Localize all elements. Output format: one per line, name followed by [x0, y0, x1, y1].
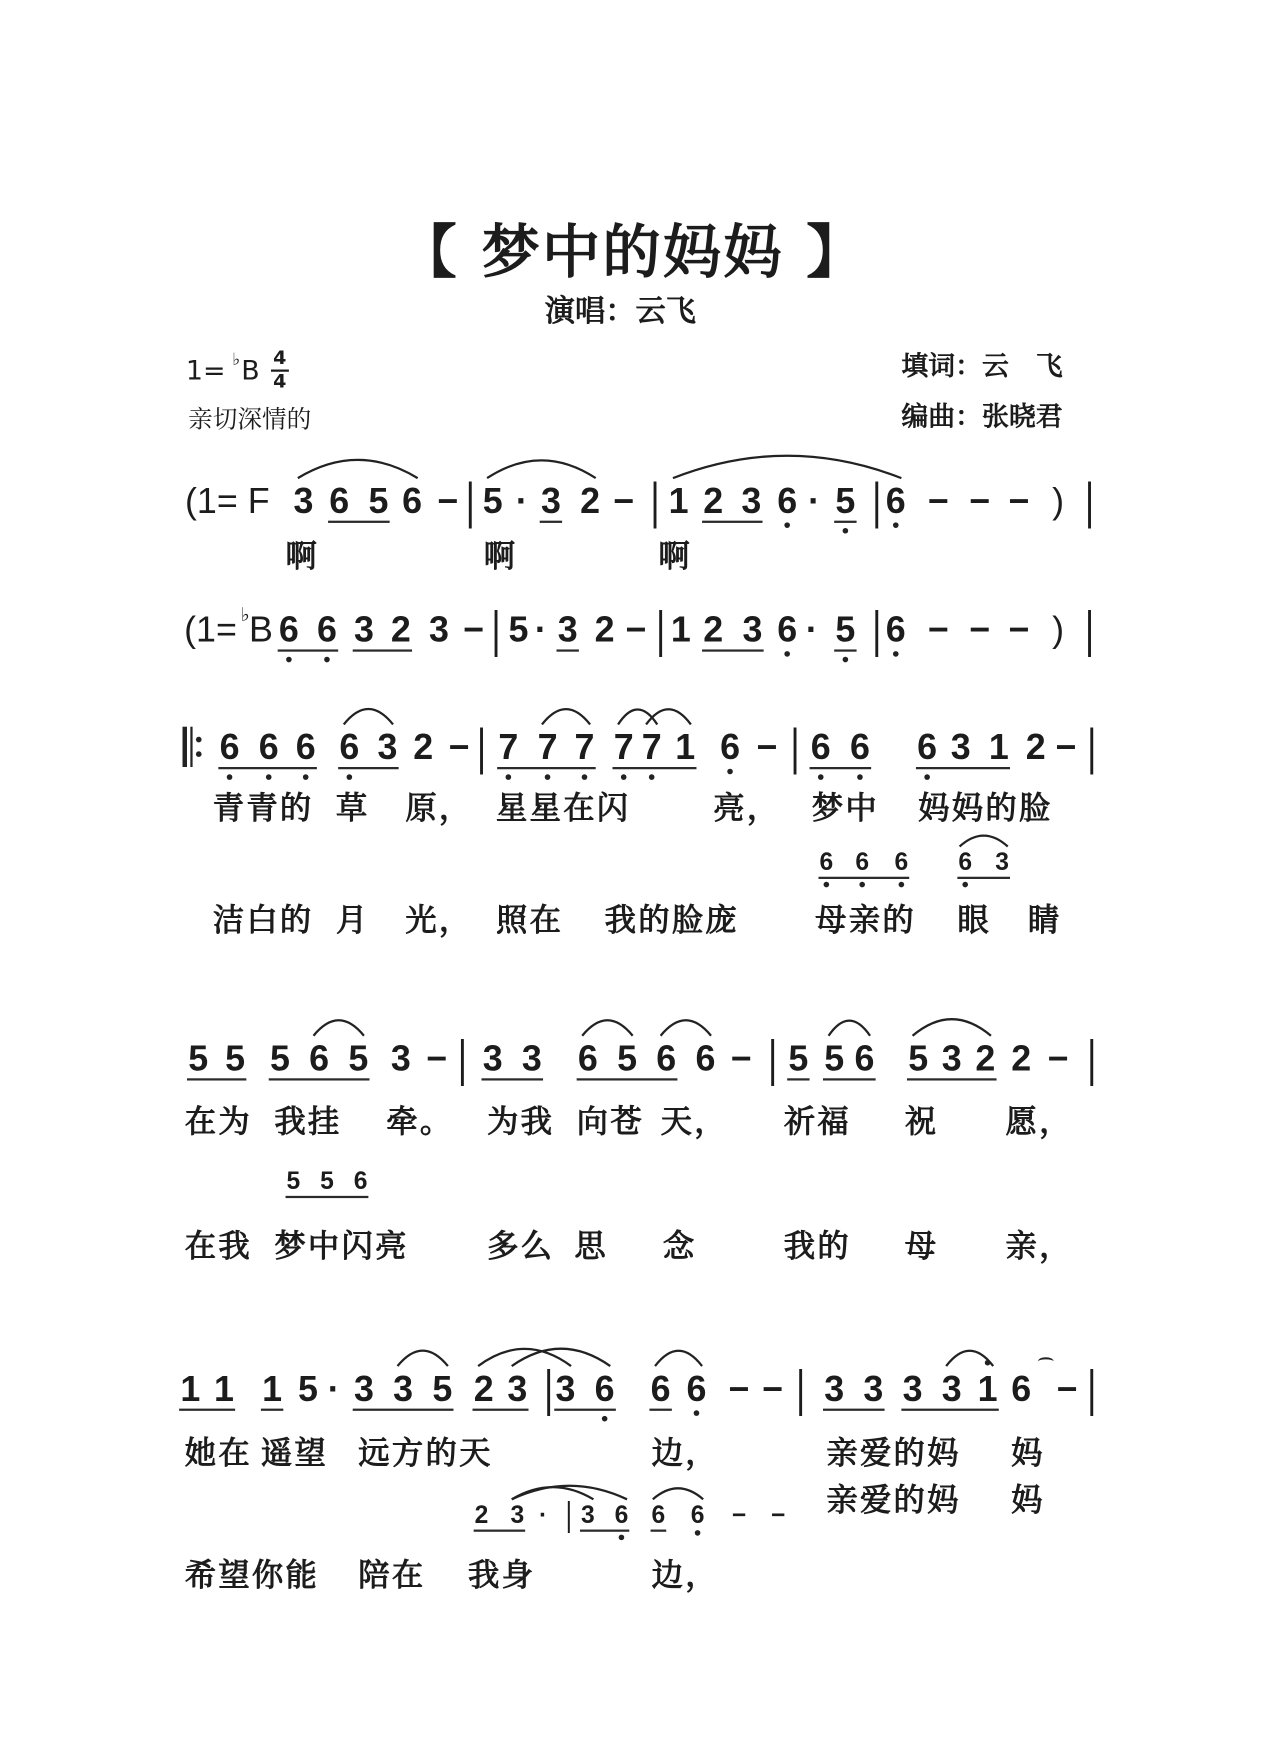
barline: | — [565, 1494, 573, 1534]
note: 6 — [339, 726, 360, 768]
octave-dot-below — [695, 1530, 701, 1536]
rhythm-underline — [269, 1078, 370, 1080]
dash: − — [756, 726, 778, 768]
rhythm-underline — [328, 521, 390, 523]
barline: | — [1087, 718, 1097, 776]
note: 3 — [428, 609, 449, 650]
note: 2 — [473, 1368, 494, 1409]
note: 3 — [293, 480, 314, 521]
octave-dot-below — [303, 774, 309, 780]
lyric-word: 光， — [405, 901, 473, 939]
flat-sign: ♭ — [232, 349, 241, 370]
barline: | — [1084, 472, 1095, 529]
dash: − — [426, 1037, 448, 1079]
note: 2 — [390, 609, 411, 650]
note: 5 — [432, 1368, 453, 1409]
lyric-word: 我身 — [468, 1556, 536, 1594]
slur — [344, 709, 393, 724]
lyric-word: 在我 — [184, 1227, 252, 1265]
barline: | — [1087, 1029, 1097, 1087]
note: 6 — [885, 480, 906, 521]
note: 3 — [555, 1368, 576, 1409]
note: 3 — [510, 1500, 525, 1529]
key-change-label: (1= — [184, 609, 237, 650]
rhythm-underline — [834, 649, 856, 651]
note: 3 — [482, 1037, 503, 1079]
note: 6 — [777, 609, 798, 650]
note: 2 — [1011, 1037, 1032, 1079]
note: 6 — [686, 1368, 707, 1409]
note: 6 — [651, 1500, 666, 1529]
key-change-label: (1= F — [184, 480, 270, 521]
note: 6 — [894, 847, 909, 876]
octave-dot-below — [899, 882, 905, 888]
octave-dot-below — [602, 1416, 608, 1422]
octave-dot-above — [985, 1360, 991, 1366]
note: 3 — [995, 847, 1010, 876]
note: 5 — [225, 1037, 246, 1079]
lyric-word: 愿， — [1005, 1102, 1073, 1140]
barline: | — [465, 472, 475, 529]
dash: − — [731, 1500, 747, 1529]
note: 3 — [353, 609, 374, 650]
slur — [655, 1351, 702, 1366]
octave-dot-below — [619, 1535, 625, 1541]
rhythm-underline — [612, 767, 696, 769]
note: 3 — [390, 1037, 411, 1079]
note: 3 — [941, 1037, 962, 1079]
rhythm-underline — [218, 767, 317, 769]
note: 5 — [788, 1037, 809, 1079]
note: 6 — [1011, 1368, 1032, 1409]
lyric-word: 草 — [335, 789, 370, 827]
slur — [673, 456, 901, 478]
octave-dot-below — [506, 774, 512, 780]
barline: | — [650, 472, 660, 529]
slur — [542, 709, 590, 724]
lyric-word: 边， — [651, 1556, 719, 1594]
lyric-word: 陪在 — [358, 1556, 426, 1594]
lyricist-credit: 填词：云 飞 — [901, 350, 1063, 382]
note: 6 — [849, 726, 870, 768]
lyric-word: 青青的 — [212, 789, 314, 827]
duration-dot: · — [534, 609, 547, 650]
lyric-word: 为我 — [487, 1102, 555, 1140]
closing-paren: ) — [1052, 480, 1065, 521]
note: 2 — [975, 1037, 996, 1079]
note: 6 — [656, 1037, 677, 1079]
lyric-word: 母亲的 — [815, 901, 916, 939]
lyric-word: 梦中闪亮 — [274, 1227, 409, 1265]
note: 3 — [742, 609, 763, 650]
octave-dot-below — [347, 774, 353, 780]
lyric-word: 我的 — [783, 1227, 852, 1265]
slur — [661, 1020, 711, 1035]
rhythm-underline — [810, 767, 872, 769]
slur — [512, 1349, 611, 1366]
dash: − — [730, 1037, 752, 1079]
barline: | — [491, 601, 501, 658]
note: 6 — [402, 480, 423, 521]
note: 5 — [835, 609, 856, 650]
duration-dot: · — [538, 1500, 548, 1529]
slur — [960, 836, 1008, 847]
note: 2 — [703, 480, 724, 521]
note: 1 — [988, 726, 1009, 768]
lyric-word: 亮， — [713, 789, 781, 827]
octave-dot-below — [843, 528, 849, 534]
note: 7 — [537, 726, 558, 768]
rhythm-underline — [187, 1078, 246, 1080]
rhythm-underline — [649, 1409, 671, 1411]
note: 5 — [508, 609, 529, 650]
dash: − — [463, 609, 485, 650]
lyric-word: 啊 — [285, 537, 320, 575]
note: 6 — [885, 609, 906, 650]
barline: | — [655, 601, 666, 658]
rhythm-underline — [957, 877, 1010, 879]
lyric-word: 在为 — [184, 1102, 252, 1140]
rhythm-underline — [474, 1530, 526, 1532]
lyric-word: 念 — [662, 1227, 697, 1265]
note: 6 — [854, 1037, 875, 1079]
rhythm-underline — [353, 649, 412, 651]
octave-dot-below — [621, 774, 627, 780]
lyric-word: 遥望 — [260, 1434, 329, 1472]
rhythm-underline — [497, 767, 596, 769]
note: 5 — [297, 1368, 318, 1409]
octave-dot-below — [784, 522, 790, 528]
dash: − — [1056, 1368, 1078, 1409]
rhythm-underline — [554, 1409, 616, 1411]
note: 1 — [668, 480, 689, 521]
lyric-word: 远方的天 — [358, 1434, 493, 1472]
note: 7 — [498, 726, 519, 768]
octave-dot-below — [227, 774, 233, 780]
repeat-start-icon — [183, 727, 203, 767]
rhythm-underline — [353, 1409, 454, 1411]
note: 6 — [958, 847, 973, 876]
note: 3 — [377, 726, 398, 768]
note: 6 — [819, 847, 834, 876]
note: 3 — [902, 1368, 923, 1409]
rhythm-underline — [261, 1409, 283, 1411]
rhythm-underline — [651, 1530, 667, 1532]
rhythm-underline — [179, 1409, 235, 1411]
note: 5 — [286, 1166, 301, 1195]
note: 6 — [353, 1166, 368, 1195]
note: 6 — [810, 726, 831, 768]
dash: − — [448, 726, 470, 768]
octave-dot-below — [893, 522, 899, 528]
octave-dot-below — [694, 1410, 700, 1416]
note: 1 — [180, 1368, 201, 1409]
key-prefix: 1= — [185, 354, 226, 387]
octave-dot-below — [843, 657, 849, 663]
note: 2 — [474, 1500, 489, 1529]
slur — [646, 709, 691, 724]
note: 5 — [482, 480, 503, 521]
note: 6 — [577, 1037, 598, 1079]
note: 3 — [521, 1037, 542, 1079]
note: 2 — [580, 480, 601, 521]
dash: − — [613, 480, 635, 521]
lyric-word: 亲， — [1005, 1227, 1073, 1265]
closing-paren: ) — [1052, 609, 1065, 650]
note: 1 — [213, 1368, 234, 1409]
expression-mark: 亲切深情的 — [188, 406, 312, 435]
slur — [487, 460, 596, 478]
octave-dot-below — [286, 657, 292, 663]
octave-dot-below — [324, 657, 330, 663]
lyric-word: 啊 — [658, 537, 693, 575]
note: 3 — [741, 480, 762, 521]
lyric-word: 妈妈的脸 — [918, 789, 1053, 827]
flat-sign: ♭ — [240, 604, 250, 626]
octave-dot-below — [962, 882, 968, 888]
dash: − — [1008, 480, 1030, 521]
octave-dot-below — [545, 774, 551, 780]
octave-dot-below — [924, 774, 930, 780]
note: 1 — [670, 609, 691, 650]
rhythm-underline — [823, 1409, 885, 1411]
note: 6 — [777, 480, 798, 521]
slur — [582, 1020, 632, 1035]
note: 6 — [720, 726, 741, 768]
duration-dot: · — [808, 480, 821, 521]
rhythm-underline — [278, 649, 338, 651]
note: 3 — [824, 1368, 845, 1409]
lyric-word: 妈 — [1011, 1434, 1045, 1472]
rhythm-underline — [702, 521, 762, 523]
rhythm-underline — [907, 1078, 997, 1080]
note: 2 — [413, 726, 434, 768]
note: 6 — [695, 1037, 716, 1079]
lyric-word: 月 — [335, 901, 370, 939]
lyric-word: 向苍 — [576, 1102, 644, 1140]
note: 3 — [507, 1368, 528, 1409]
lyric-word: 牵。 — [386, 1102, 454, 1140]
barline: | — [1087, 1360, 1097, 1417]
note: 3 — [863, 1368, 884, 1409]
note: 6 — [594, 1368, 615, 1409]
note: 6 — [690, 1500, 705, 1529]
note: 7 — [613, 726, 634, 768]
barline: | — [476, 718, 487, 776]
note: 5 — [269, 1037, 290, 1079]
note: 6 — [258, 726, 279, 768]
note: 2 — [1025, 726, 1046, 768]
note: 6 — [316, 609, 337, 650]
note: 5 — [617, 1037, 638, 1079]
lyric-word: 洁白的 — [212, 901, 314, 939]
lyric-word: 眼 — [957, 901, 991, 939]
lyric-word: 照在 — [496, 901, 564, 939]
lyric-word: 啊 — [483, 537, 518, 575]
dash: − — [437, 480, 459, 521]
duration-dot: · — [805, 609, 818, 650]
note: 7 — [641, 726, 662, 768]
octave-dot-below — [857, 774, 863, 780]
lyric-word: 亲爱的妈 — [826, 1434, 961, 1472]
lyric-word: 她在 — [184, 1434, 252, 1472]
lyric-word: 我的脸庞 — [604, 901, 740, 939]
lyric-word: 梦中 — [811, 789, 879, 827]
lyric-word: 原， — [405, 789, 473, 827]
dash: − — [762, 1368, 784, 1409]
rhythm-underline — [286, 1196, 369, 1198]
note: 5 — [824, 1037, 845, 1079]
note: 6 — [295, 726, 316, 768]
note: 1 — [262, 1368, 283, 1409]
note: 3 — [950, 726, 971, 768]
dash: − — [1055, 726, 1077, 768]
barline: | — [872, 601, 882, 658]
lyric-word: 多么 — [487, 1227, 555, 1265]
composer-credit: 编曲：张晓君 — [901, 400, 1063, 433]
note: 6 — [614, 1500, 629, 1529]
note: 6 — [329, 480, 350, 521]
dash: − — [969, 609, 991, 650]
note: 1 — [977, 1368, 998, 1409]
dash: − — [728, 1368, 750, 1409]
note: 3 — [353, 1368, 374, 1409]
lyric-word: 天， — [660, 1102, 728, 1140]
octave-dot-below — [649, 774, 655, 780]
time-numerator: 4 — [271, 349, 289, 371]
duration-dot: · — [327, 1368, 340, 1409]
lyric-word: 星星在闪 — [496, 789, 631, 827]
lyric-word: 祈福 — [783, 1102, 852, 1140]
barline: | — [457, 1029, 468, 1087]
octave-dot-below — [818, 774, 824, 780]
note: 6 — [917, 726, 938, 768]
time-denominator: 4 — [273, 370, 287, 394]
octave-dot-below — [784, 651, 790, 657]
slur — [314, 1020, 364, 1035]
lyric-word: 母 — [904, 1227, 939, 1265]
lyric-word: 希望你能 — [184, 1556, 320, 1594]
lyric-word: 睛 — [1027, 901, 1062, 939]
rhythm-underline — [901, 1409, 998, 1411]
barline: | — [790, 718, 800, 776]
note: 5 — [188, 1037, 209, 1079]
slur — [398, 1351, 448, 1366]
note: 6 — [309, 1037, 330, 1079]
note: 3 — [941, 1368, 962, 1409]
song-title: 【 梦中的妈妈 】 — [398, 219, 867, 287]
rhythm-underline — [338, 767, 398, 769]
octave-dot-below — [824, 882, 830, 888]
rhythm-underline — [473, 1409, 529, 1411]
note: 6 — [855, 847, 870, 876]
barline: | — [795, 1360, 806, 1417]
note: 5 — [320, 1166, 334, 1195]
rhythm-underline — [823, 1078, 876, 1080]
note: 2 — [703, 609, 724, 650]
dash: − — [771, 1500, 786, 1529]
rhythm-underline — [702, 649, 764, 651]
lyric-word: 亲爱的妈 — [826, 1481, 961, 1519]
note: 3 — [580, 1500, 595, 1529]
lyric-word: 边， — [651, 1434, 719, 1472]
lyric-word: 我挂 — [274, 1102, 342, 1140]
slur — [653, 1488, 703, 1499]
ornament-icon — [1038, 1357, 1054, 1366]
dash: − — [1008, 609, 1030, 650]
slur — [913, 1019, 991, 1036]
rhythm-underline — [481, 1078, 543, 1080]
note: 1 — [675, 726, 696, 768]
note: 3 — [557, 609, 578, 650]
note: 6 — [219, 726, 240, 768]
rhythm-underline — [540, 521, 562, 523]
dash: − — [969, 480, 991, 521]
note: 7 — [574, 726, 595, 768]
note: 5 — [348, 1037, 369, 1079]
barline: | — [544, 1360, 554, 1417]
slur — [829, 1021, 870, 1036]
octave-dot-below — [859, 882, 865, 888]
note: 5 — [908, 1037, 929, 1079]
duration-dot: · — [515, 480, 528, 521]
dash: − — [625, 609, 647, 650]
slur — [298, 460, 418, 478]
dash: − — [927, 609, 949, 650]
lyric-word: 思 — [574, 1227, 609, 1265]
octave-dot-below — [266, 774, 272, 780]
rhythm-underline — [557, 649, 579, 651]
note: 3 — [540, 480, 561, 521]
rhythm-underline — [580, 1530, 629, 1532]
lyric-word: 妈 — [1011, 1481, 1045, 1519]
rhythm-underline — [787, 1078, 809, 1080]
octave-dot-below — [893, 651, 899, 657]
dash: − — [927, 480, 949, 521]
note: 3 — [393, 1368, 414, 1409]
lyric-word: 祝 — [904, 1102, 939, 1140]
note: 6 — [278, 609, 299, 650]
barline: | — [872, 472, 882, 529]
dash: − — [1047, 1037, 1069, 1079]
singer-credit: 演唱：云飞 — [544, 293, 696, 329]
key-change-label: B — [248, 609, 273, 650]
note: 5 — [835, 480, 856, 521]
octave-dot-below — [582, 774, 588, 780]
rhythm-underline — [834, 521, 856, 523]
octave-dot-below — [727, 769, 733, 775]
note: 5 — [368, 480, 389, 521]
rhythm-underline — [916, 767, 1010, 769]
note: 2 — [594, 609, 615, 650]
rhythm-underline — [819, 877, 910, 879]
rhythm-underline — [577, 1078, 678, 1080]
note: 6 — [650, 1368, 671, 1409]
key-note: B — [241, 354, 260, 387]
barline: | — [767, 1029, 778, 1087]
barline: | — [1084, 601, 1095, 658]
